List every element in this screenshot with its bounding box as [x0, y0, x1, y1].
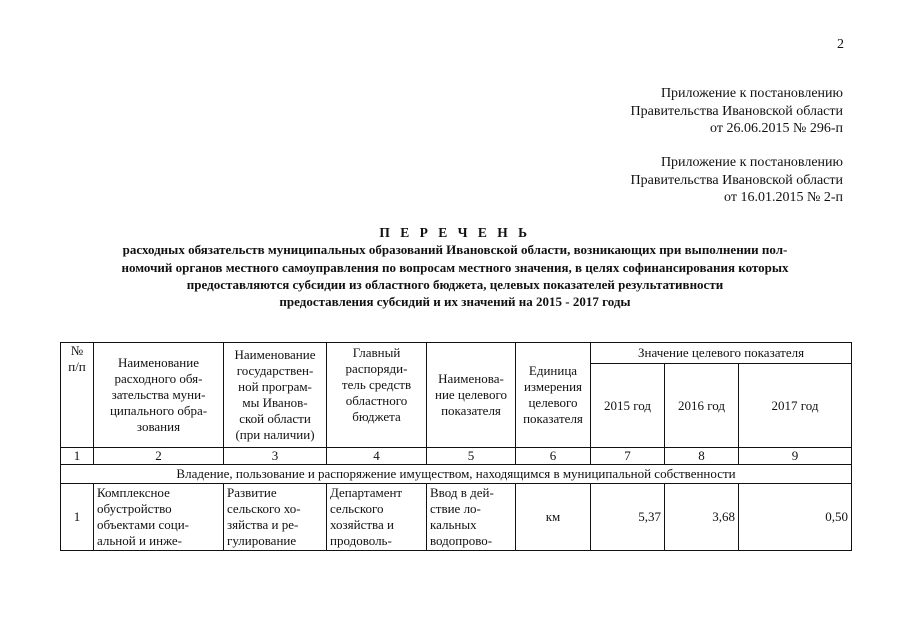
appendix-original — [631, 154, 843, 207]
row-program-line: сельского хо- — [227, 501, 301, 516]
appendix-current-line2: Правительства Ивановской области — [630, 103, 843, 119]
heading-line-3: предоставляются субсидии из областного бюджета, целевых показателей результативности — [186, 276, 724, 292]
row-num: 1 — [61, 484, 94, 551]
column-number: 3 — [224, 448, 327, 465]
section-title: Владение, пользование и распоряжение имуществом, находящимся в муниципальной собственности — [61, 465, 852, 484]
row-manager-line: Департамент — [330, 485, 403, 500]
row-manager — [327, 484, 427, 551]
row-unit: км — [516, 484, 591, 551]
header-obligation-line: зования — [136, 419, 181, 434]
header-obligation-line: ципального обра- — [109, 403, 208, 418]
row-value-2017: 0,50 — [739, 484, 852, 551]
column-number: 1 — [61, 448, 94, 465]
appendix-current-line3: от 26.06.2015 № 296-п — [710, 121, 843, 136]
header-indicator — [427, 343, 516, 448]
page-number: 2 — [837, 37, 844, 52]
row-program-line: гулирование — [227, 533, 297, 548]
appendix-current — [631, 85, 843, 138]
header-program — [224, 343, 327, 448]
obligations-table — [60, 342, 852, 551]
column-numbers-row — [61, 448, 852, 465]
header-unit-line: Единица — [528, 363, 578, 378]
column-number: 8 — [665, 448, 739, 465]
column-number: 9 — [739, 448, 852, 465]
section-row — [61, 465, 852, 484]
row-program — [224, 484, 327, 551]
row-indicator-line: Ввод в дей- — [430, 485, 494, 500]
appendix-original-line2: Правительства Ивановской области — [630, 172, 843, 188]
heading-line-2: номочий органов местного самоуправления по вопросам местного значения, в целях софинансирования которых — [121, 259, 789, 275]
header-obligation-line: расходного обя- — [114, 371, 203, 386]
row-indicator-line: кальных — [430, 517, 477, 532]
column-number: 5 — [427, 448, 516, 465]
header-obligation — [94, 343, 224, 448]
header-manager-line: Главный — [352, 345, 401, 360]
appendix-current-line1: Приложение к постановлению — [660, 86, 843, 101]
header-indicator-line: показателя — [441, 403, 501, 418]
row-obligation-line: обустройство — [97, 501, 172, 516]
header-program-line: Наименование — [234, 347, 316, 362]
row-program-line: Развитие — [227, 485, 277, 500]
header-unit-line: целевого — [528, 395, 578, 410]
row-obligation-line: альной и инже- — [97, 533, 182, 548]
header-num-line: п/п — [68, 359, 86, 374]
table-row — [61, 484, 852, 551]
header-num — [61, 343, 94, 448]
column-number: 6 — [516, 448, 591, 465]
column-number: 4 — [327, 448, 427, 465]
heading-line-4: предоставления субсидий и их значений на 2015 - 2017 годы — [279, 294, 631, 310]
column-number: 2 — [94, 448, 224, 465]
row-program-line: зяйства и ре- — [227, 517, 299, 532]
header-year-2015: 2015 год — [591, 364, 665, 448]
header-num-line: № — [70, 343, 84, 358]
row-indicator-line: ствие ло- — [430, 501, 481, 516]
row-obligation-line: объектами соци- — [97, 517, 189, 532]
row-manager-line: хозяйства и — [330, 517, 394, 532]
row-obligation — [94, 484, 224, 551]
appendix-original-line3: от 16.01.2015 № 2-п — [724, 190, 843, 205]
header-manager-line: распоряди- — [345, 361, 408, 376]
row-obligation-line: Комплексное — [97, 485, 170, 500]
document-heading — [60, 224, 850, 310]
header-unit — [516, 343, 591, 448]
header-unit-line: показателя — [523, 411, 583, 426]
row-indicator — [427, 484, 516, 551]
header-program-line: ной програм- — [238, 379, 312, 394]
header-program-line: мы Иванов- — [242, 395, 308, 410]
table-header-row — [61, 343, 852, 364]
header-program-line: (при наличии) — [235, 427, 315, 442]
header-indicator-line: ние целевого — [435, 387, 507, 402]
header-program-line: ской области — [239, 411, 311, 426]
heading-line-1: расходных обязательств муниципальных образований Ивановской области, возникающих при выполнении пол- — [122, 242, 788, 258]
header-manager-line: тель средств — [341, 377, 412, 392]
header-year-2016: 2016 год — [665, 364, 739, 448]
header-indicator-line: Наименова- — [438, 371, 504, 386]
header-year-2017: 2017 год — [739, 364, 852, 448]
column-number: 7 — [591, 448, 665, 465]
appendix-original-line1: Приложение к постановлению — [660, 155, 843, 170]
header-values-group: Значение целевого показателя — [591, 343, 852, 364]
header-unit-line: измерения — [523, 379, 583, 394]
header-manager-line: бюджета — [352, 409, 401, 424]
header-manager — [327, 343, 427, 448]
row-indicator-line: водопрово- — [430, 533, 493, 548]
row-value-2015: 5,37 — [591, 484, 665, 551]
row-value-2016: 3,68 — [665, 484, 739, 551]
header-program-line: государствен- — [236, 363, 314, 378]
header-manager-line: областного — [345, 393, 408, 408]
header-obligation-line: зательства муни- — [111, 387, 206, 402]
row-manager-line: сельского — [330, 501, 384, 516]
header-obligation-line: Наименование — [118, 355, 199, 370]
row-manager-line: продоволь- — [330, 533, 392, 548]
document-title: П Е Р Е Ч Е Н Ь — [379, 225, 531, 240]
